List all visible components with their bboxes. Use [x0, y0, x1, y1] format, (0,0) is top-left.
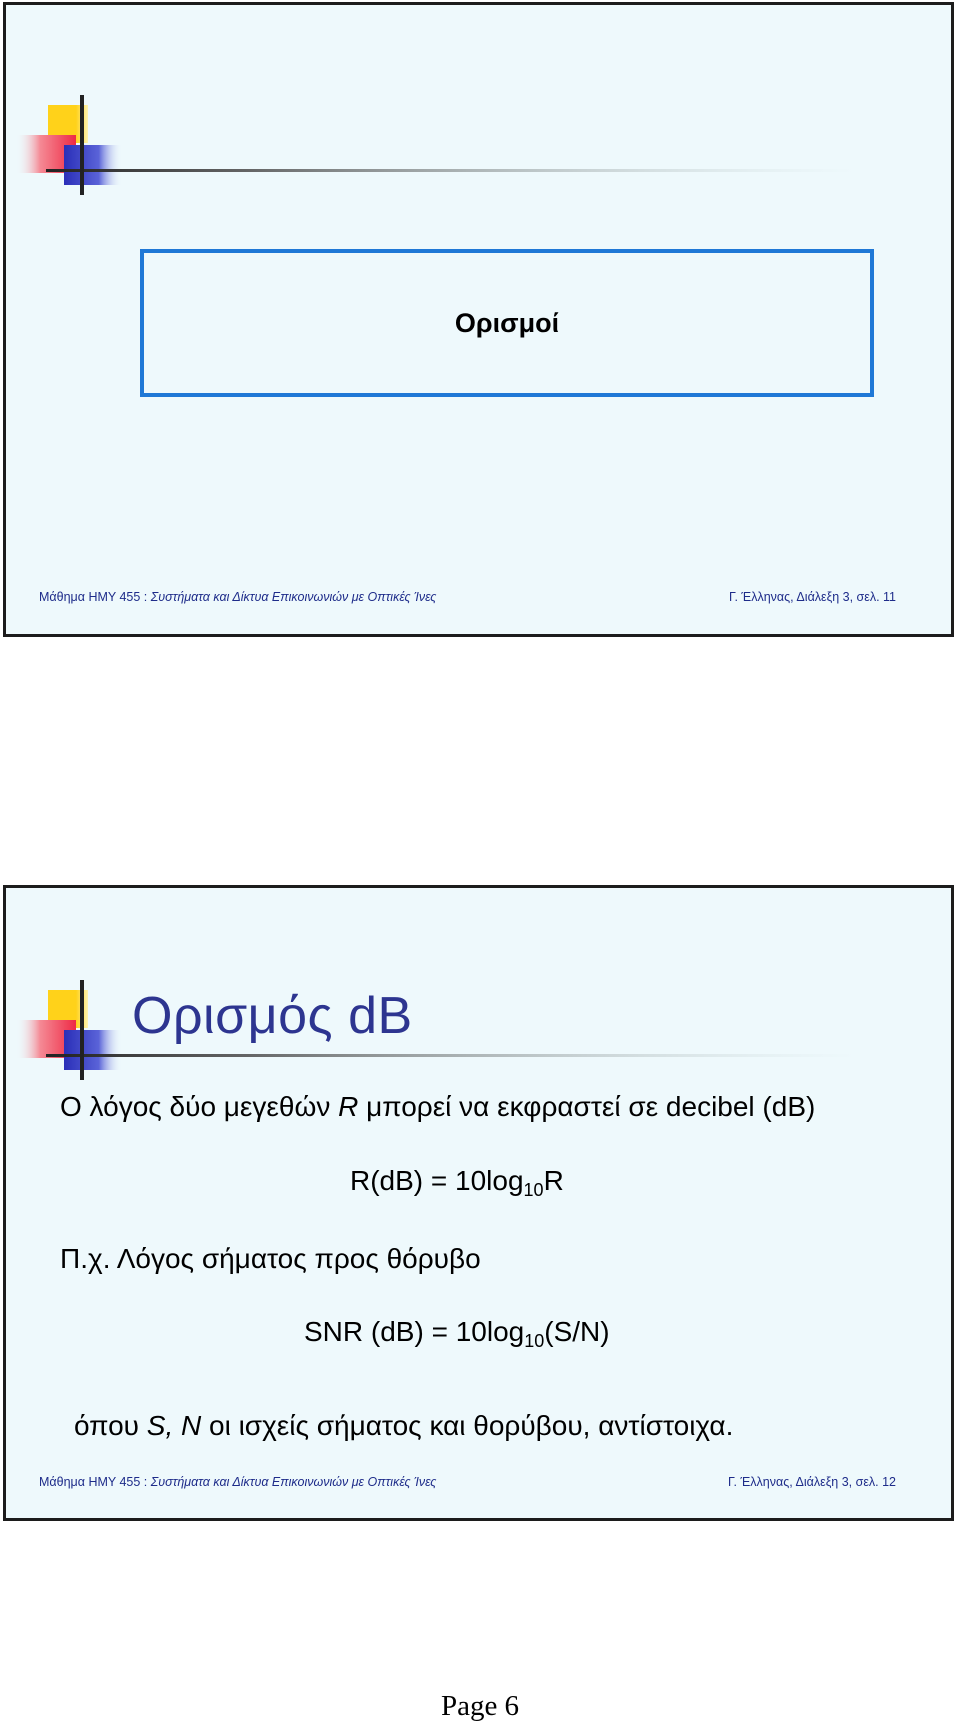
slide-11 [3, 2, 954, 637]
footer-course [39, 590, 436, 604]
footer-author-slide: Γ. Έλληνας, Διάλεξη 3, σελ. 11 [728, 590, 896, 604]
slide-title: Ορισμοί [454, 307, 560, 338]
definition-text-after: μπορεί να εκφραστεί σε decibel (dB) [358, 1091, 816, 1122]
footer-course-prefix: Μάθημα ΗΜΥ 455 : [39, 590, 151, 604]
formula-snr-right: (S/N) [544, 1316, 610, 1347]
where-variables: S, N [146, 1410, 202, 1441]
slide-heading: Ορισμός dB [132, 987, 413, 1045]
slide-footer [39, 590, 896, 604]
formula-db-subscript: 10 [523, 1180, 544, 1200]
slide-footer [39, 1475, 896, 1489]
title-box [140, 249, 874, 397]
formula-db [350, 1165, 564, 1200]
formula-db-left: R(dB) = 10log [350, 1165, 524, 1196]
formula-snr [304, 1316, 610, 1351]
where-text-before: όπου [74, 1410, 147, 1441]
slide-12 [3, 885, 954, 1521]
slide-logo-decoration [16, 95, 856, 195]
where-text-after: οι ισχείς σήματος και θορύβου, αντίστοιχα. [201, 1410, 734, 1441]
example-line: Π.χ. Λόγος σήματος προς θόρυβο [60, 1243, 481, 1274]
definition-text-before: Ο λόγος δύο μεγεθών [60, 1091, 339, 1122]
formula-db-right: R [543, 1165, 564, 1196]
footer-course-subject: Συστήματα και Δίκτυα Επικοινωνιών με Οπτικές Ίνες [150, 590, 437, 604]
formula-snr-subscript: 10 [524, 1331, 545, 1351]
footer-course-subject: Συστήματα και Δίκτυα Επικοινωνιών με Οπτικές Ίνες [150, 1475, 437, 1489]
where-line [74, 1410, 733, 1442]
footer-course [39, 1475, 436, 1489]
definition-variable: R [338, 1091, 359, 1122]
footer-author-slide: Γ. Έλληνας, Διάλεξη 3, σελ. 12 [728, 1475, 896, 1489]
formula-snr-left: SNR (dB) = 10log [304, 1316, 525, 1347]
footer-course-prefix: Μάθημα ΗΜΥ 455 : [39, 1475, 151, 1489]
definition-line [60, 1091, 815, 1123]
page-number: Page 6 [440, 1690, 520, 1722]
